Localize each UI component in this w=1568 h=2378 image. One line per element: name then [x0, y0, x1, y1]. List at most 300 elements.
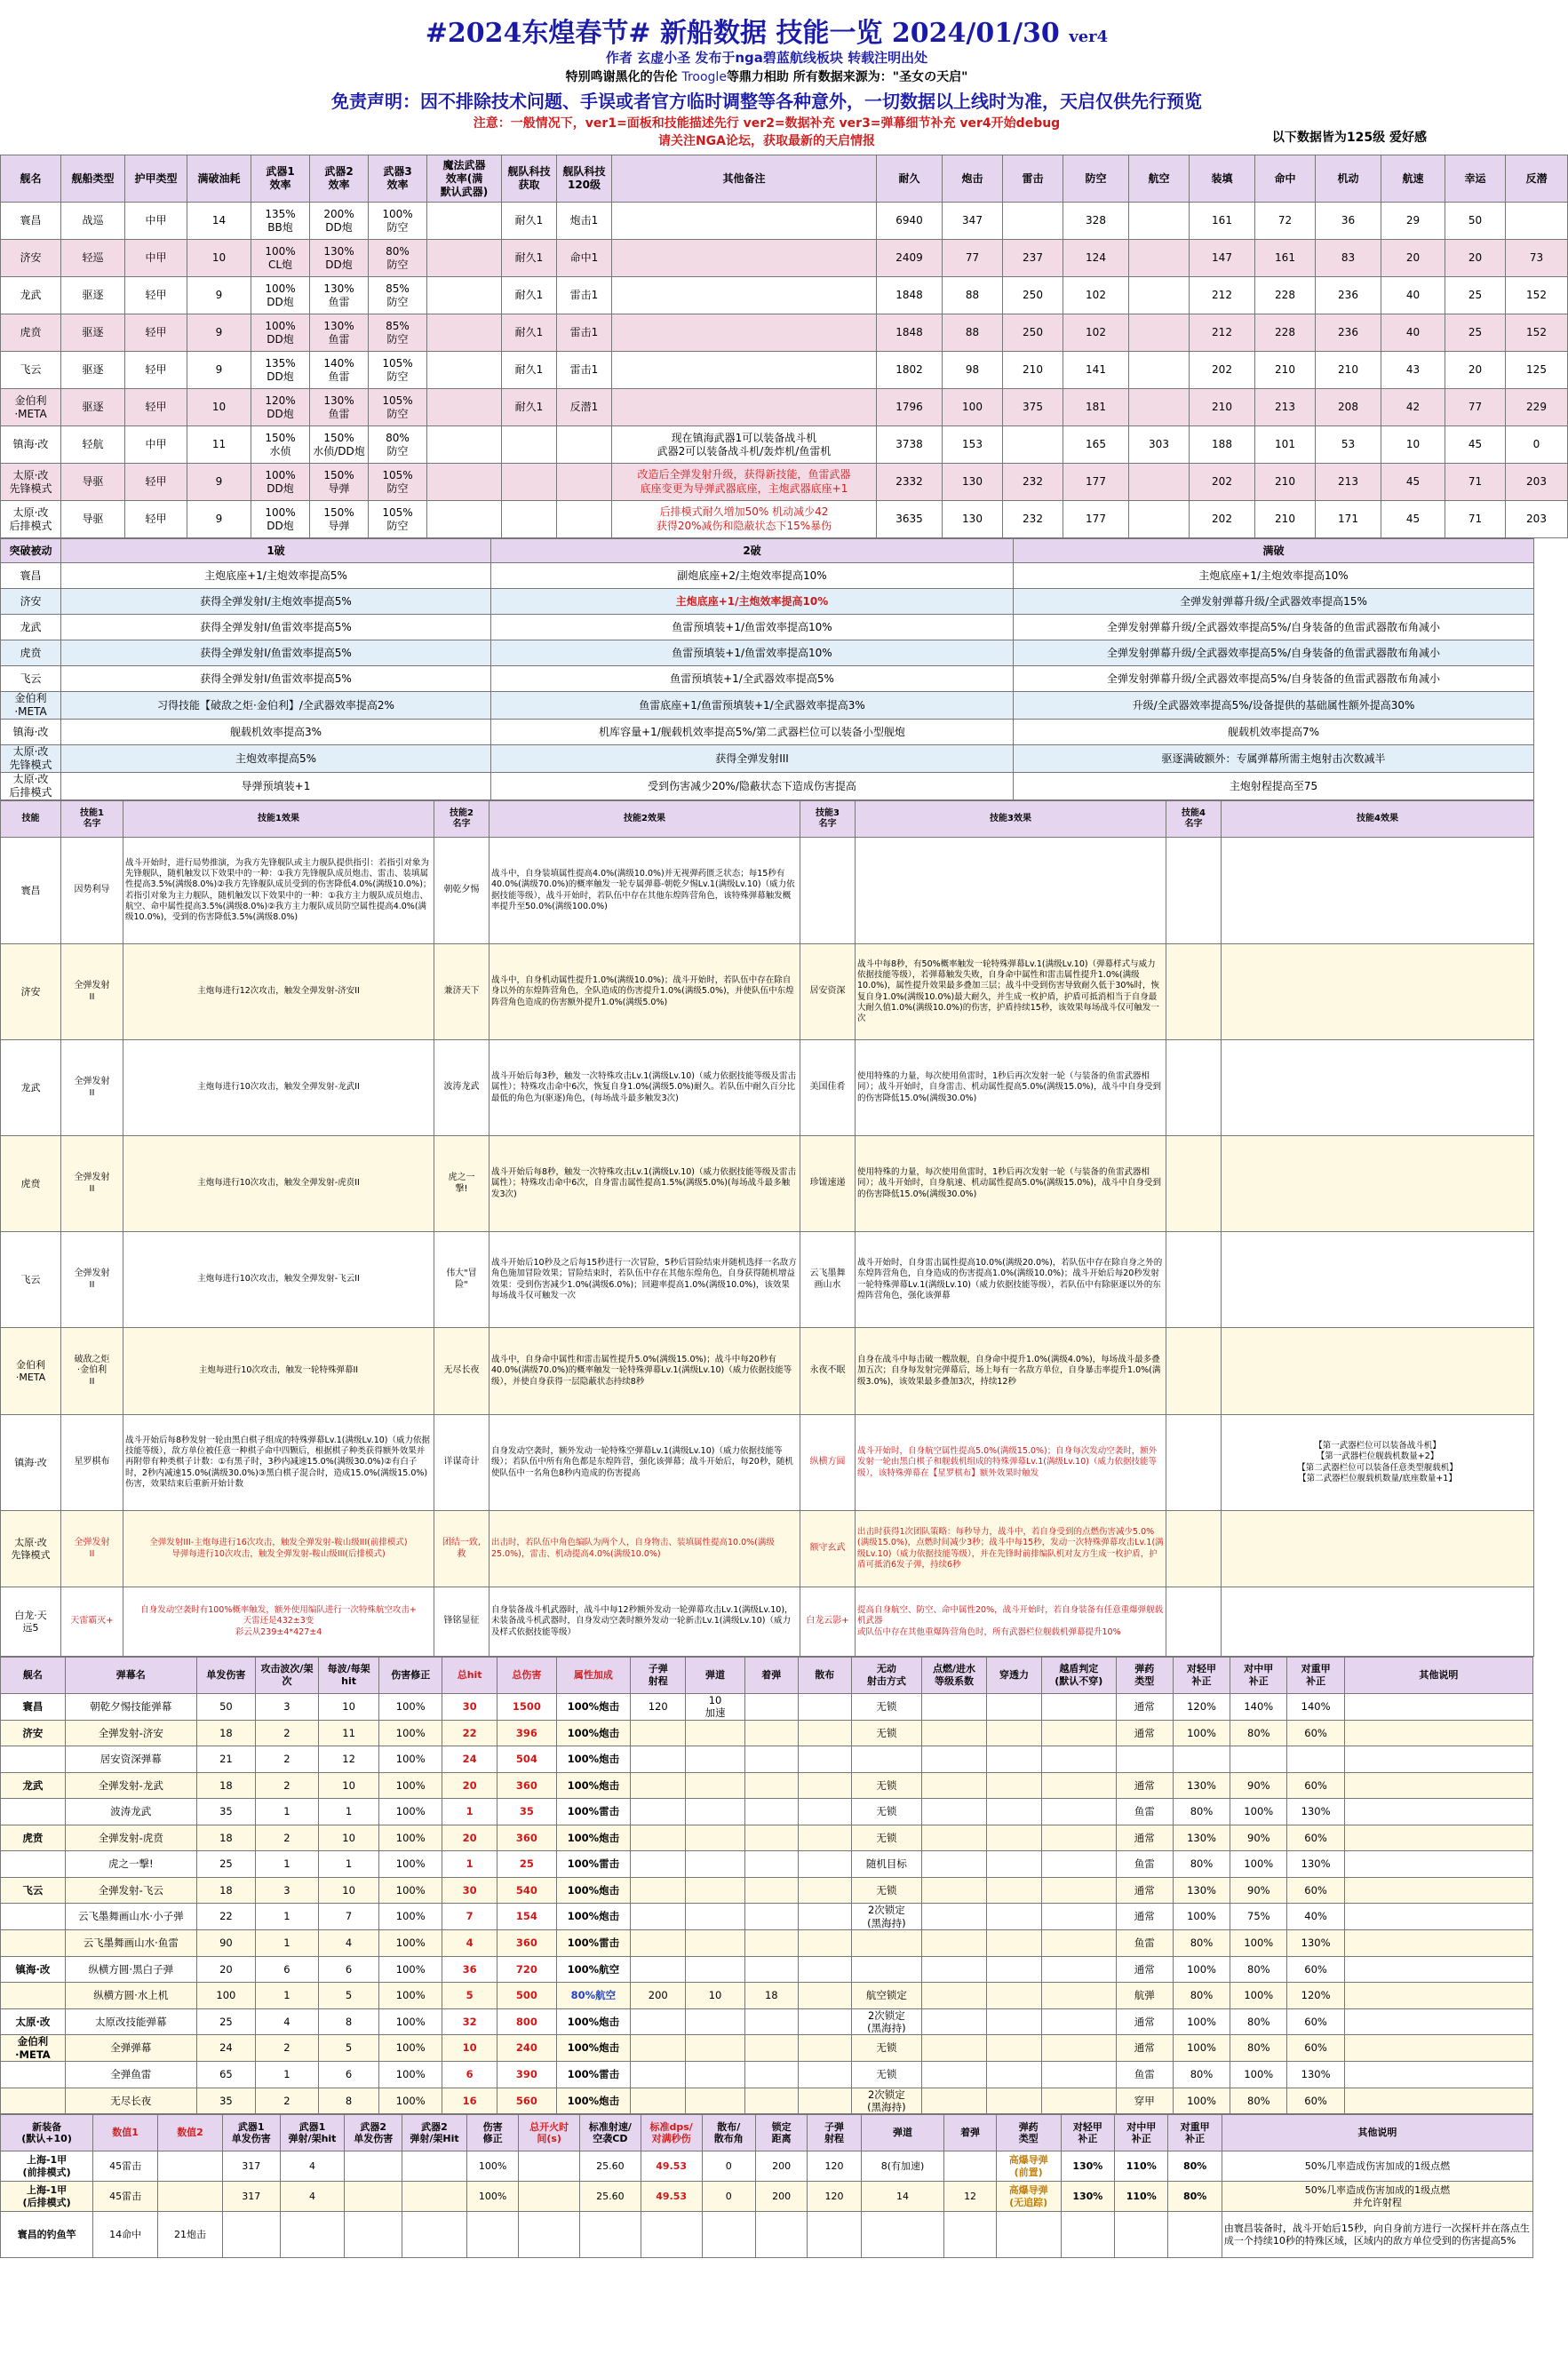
barrage-ammo: 鱼雷	[1116, 2062, 1173, 2088]
lb-ship: 金伯利 ·META	[1, 692, 61, 720]
lb-break2: 获得全弹发射III	[491, 745, 1014, 773]
lb-break1: 主炮底座+1/主炮效率提高5%	[61, 563, 491, 589]
stat-w3: 105% 防空	[369, 389, 427, 426]
stat-hp: 6940	[877, 203, 943, 240]
skill-row	[1, 1136, 1534, 1232]
skill-row	[1, 1415, 1534, 1511]
stat-name: 虎贲	[1, 314, 61, 352]
barrage-burn	[922, 2062, 987, 2088]
barrage-wave: 6	[256, 1956, 319, 1983]
barrage-wave: 1	[256, 2062, 319, 2088]
equip-range	[808, 2212, 861, 2258]
barrage-header-cell: 属性加成	[556, 1658, 631, 1694]
stat-w4	[427, 426, 502, 464]
skill3-effect: 使用特殊的力量，每次使用鱼雷时，1秒后再次发射一轮（与装备的鱼雷武器相同）；战斗开始时，自身航速、机动属性提高5.0%(满级15.0%)，战斗中自身受到的伤害降低15.0%(满级30.0%)	[856, 1136, 1166, 1232]
barrage-header-cell: 舰名	[1, 1658, 66, 1694]
barrage-header-row	[1, 1658, 1533, 1694]
equip-v2	[158, 2182, 223, 2212]
equip-d2	[345, 2182, 402, 2212]
barrage-m: 80%	[1230, 2035, 1287, 2062]
lb-ship: 镇海·改	[1, 720, 61, 745]
stat-w3: 105% 防空	[369, 352, 427, 389]
stat-armor: 轻甲	[125, 314, 187, 352]
barrage-header-cell: 每波/每架 hit	[318, 1658, 379, 1694]
equip-d2	[345, 2151, 402, 2182]
stat-acc: 210	[1255, 352, 1316, 389]
stat-hp: 1848	[877, 314, 943, 352]
equip-cd	[580, 2212, 641, 2258]
barrage-burn	[922, 1772, 987, 1799]
barrage-pen	[986, 1746, 1041, 1773]
barrage-range	[631, 1720, 686, 1746]
barrage-dmg: 21	[196, 1746, 255, 1773]
skill1-effect: 主炮每进行10次攻击，触发全弹发射-虎贲II	[123, 1136, 434, 1232]
barrage-h: 130%	[1287, 2062, 1344, 2088]
equip-header-cell: 弹道	[861, 2115, 944, 2151]
barrage-shield	[1042, 2008, 1117, 2035]
barrage-mod: 100%	[379, 2035, 442, 2062]
stat-w4	[427, 464, 502, 501]
barrage-mode: 无锁	[851, 1825, 921, 1851]
barrage-row	[1, 2088, 1533, 2114]
barrage-traj	[686, 1851, 744, 1878]
stat-w2: 150% 导弹	[310, 501, 369, 538]
barrage-header-cell: 越盾判定 (默认不穿)	[1042, 1658, 1117, 1694]
lb-ship: 飞云	[1, 666, 61, 692]
skill2-name: 虎之一 撃!	[434, 1136, 490, 1232]
barrage-ammo: 通常	[1116, 2008, 1173, 2035]
stats-table	[0, 155, 1568, 538]
barrage-m: 100%	[1230, 1930, 1287, 1957]
barrage-header-cell: 对轻甲 补正	[1173, 1658, 1230, 1694]
stat-acc: 228	[1255, 277, 1316, 314]
barrage-name: 纵横方圆·水上机	[65, 1983, 196, 2009]
stat-tech: 耐久1	[502, 277, 557, 314]
barrage-name: 虎之一撃!	[65, 1851, 196, 1878]
stat-note	[612, 203, 877, 240]
barrage-dmg: 18	[196, 1772, 255, 1799]
barrage-name: 无尽长夜	[65, 2088, 196, 2114]
barrage-traj	[686, 1825, 744, 1851]
barrage-wave: 3	[256, 1877, 319, 1904]
barrage-attr: 100%雷击	[556, 1799, 631, 1825]
barrage-land	[744, 1720, 798, 1746]
stat-w2: 150% 水侦/DD炮	[310, 426, 369, 464]
equip-l	[1061, 2212, 1114, 2258]
equip-h	[1168, 2212, 1222, 2258]
barrage-land	[744, 1956, 798, 1983]
barrage-range	[631, 2035, 686, 2062]
equip-header-cell: 对中甲 补正	[1115, 2115, 1168, 2151]
stat-acc: 101	[1255, 426, 1316, 464]
equip-fire	[519, 2182, 580, 2212]
stat-eva: 236	[1316, 277, 1381, 314]
barrage-spread	[798, 1772, 851, 1799]
lb-break1: 获得全弹发射I/鱼雷效率提高5%	[61, 666, 491, 692]
barrage-thit: 1	[442, 1851, 497, 1878]
skill4-name	[1166, 1040, 1222, 1136]
skill-ship: 飞云	[1, 1232, 61, 1328]
equip-desc: 50%几率造成伤害加成的1级点燃 并允许射程	[1222, 2182, 1532, 2212]
barrage-shield	[1042, 2035, 1117, 2062]
barrage-wave: 1	[256, 1930, 319, 1957]
barrage-range	[631, 1956, 686, 1983]
skill3-effect: 自身在战斗中每击破一艘敌舰，自身命中提升1.0%(满级4.0%)，每场战斗最多叠加五次；自身每发射完弹幕后，场上每有一名敌方单位，自身暴击率提升1.0%(满级3.0%)，该效果最多叠加3次，持续12秒	[856, 1328, 1166, 1415]
barrage-shield	[1042, 1956, 1117, 1983]
barrage-thit: 5	[442, 1983, 497, 2009]
barrage-name: 居安资深弹幕	[65, 1746, 196, 1773]
stat-w3: 100% 防空	[369, 203, 427, 240]
lb-row	[1, 720, 1534, 745]
stat-rld: 210	[1190, 389, 1255, 426]
barrage-ship: 寰昌	[1, 1694, 66, 1721]
equip-m: 110%	[1115, 2151, 1168, 2182]
barrage-thit: 10	[442, 2035, 497, 2062]
stat-w4	[427, 314, 502, 352]
barrage-land	[744, 1930, 798, 1957]
barrage-attr: 100%航空	[556, 1956, 631, 1983]
barrage-spread	[798, 1930, 851, 1957]
barrage-shield	[1042, 1746, 1117, 1773]
stat-type: 驱逐	[61, 277, 125, 314]
barrage-l: 80%	[1173, 1930, 1230, 1957]
barrage-ship: 虎贲	[1, 1825, 66, 1851]
skill4-name	[1166, 1328, 1222, 1415]
stat-type: 轻航	[61, 426, 125, 464]
lb-break3: 全弹发射弹幕升级/全武器效率提高15%	[1014, 589, 1534, 615]
stat-w2: 150% 导弹	[310, 464, 369, 501]
barrage-attr: 100%炮击	[556, 1746, 631, 1773]
skill-header-cell: 技能2 名字	[434, 801, 490, 838]
barrage-dmg: 20	[196, 1956, 255, 1983]
stat-acc: 210	[1255, 501, 1316, 538]
barrage-spread	[798, 1694, 851, 1721]
stat-oil: 9	[187, 464, 251, 501]
equipment-table	[0, 2114, 1533, 2258]
barrage-wave: 2	[256, 2088, 319, 2114]
barrage-mode: 2次锁定 (黑海持)	[851, 2008, 921, 2035]
barrage-mod: 100%	[379, 1904, 442, 1930]
barrage-attr: 100%炮击	[556, 2035, 631, 2062]
stats-header-cell: 舰名	[1, 155, 61, 203]
barrage-mod: 100%	[379, 1983, 442, 2009]
stat-aa: 102	[1063, 277, 1129, 314]
equip-traj	[861, 2212, 944, 2258]
stat-type: 驱逐	[61, 314, 125, 352]
barrage-burn	[922, 1983, 987, 2009]
equip-header-cell: 新装备 (默认+10)	[1, 2115, 93, 2151]
barrage-table	[0, 1657, 1533, 2114]
credits: 作者 玄虚小圣 发布于nga碧蓝航线板块 转载注明出处	[605, 50, 928, 66]
stats-header-cell: 幸运	[1445, 155, 1506, 203]
equip-header-cell: 对重甲 补正	[1168, 2115, 1222, 2151]
stat-rld: 202	[1190, 464, 1255, 501]
skill4-effect	[1222, 1587, 1534, 1657]
skill4-name	[1166, 1136, 1222, 1232]
barrage-range	[631, 1851, 686, 1878]
stat-w1: 135% BB炮	[251, 203, 310, 240]
barrage-burn	[922, 1930, 987, 1957]
stat-avi	[1129, 314, 1190, 352]
stat-lck: 20	[1445, 352, 1506, 389]
skill4-effect	[1222, 1040, 1534, 1136]
lb-ship: 龙武	[1, 615, 61, 640]
barrage-land	[744, 2008, 798, 2035]
thanks	[0, 68, 1533, 87]
skill2-name: 团结一致, 救	[434, 1511, 490, 1587]
stat-type: 导驱	[61, 464, 125, 501]
barrage-shield	[1042, 2062, 1117, 2088]
stat-oil: 9	[187, 501, 251, 538]
barrage-thit: 22	[442, 1720, 497, 1746]
barrage-header-cell: 散布	[798, 1658, 851, 1694]
barrage-attr: 100%炮击	[556, 1904, 631, 1930]
lb-header-row	[1, 539, 1534, 563]
barrage-range	[631, 1799, 686, 1825]
stat-tech120: 炮击1	[557, 203, 612, 240]
barrage-range	[631, 1772, 686, 1799]
barrage-hit: 5	[318, 1983, 379, 2009]
barrage-spread	[798, 2035, 851, 2062]
equip-row	[1, 2182, 1533, 2212]
barrage-m: 90%	[1230, 1877, 1287, 1904]
barrage-desc	[1344, 1799, 1532, 1825]
barrage-header-cell: 攻击波次/架次	[256, 1658, 319, 1694]
thanks-highlight: Troogle	[681, 70, 727, 84]
barrage-mode: 无锁	[851, 2062, 921, 2088]
barrage-l: 130%	[1173, 1772, 1230, 1799]
stat-hp: 2332	[877, 464, 943, 501]
stat-tech: 耐久1	[502, 352, 557, 389]
equip-m	[1115, 2212, 1168, 2258]
skill4-effect	[1222, 1511, 1534, 1587]
stat-oil: 10	[187, 389, 251, 426]
barrage-mod: 100%	[379, 1746, 442, 1773]
barrage-l: 100%	[1173, 2008, 1230, 2035]
stat-spd: 40	[1381, 314, 1445, 352]
skill2-effect: 战斗开始后每8秒，触发一次特殊攻击Lv.1(满级Lv.10)（威力依据技能等级及雷击属性）；特殊攻击命中6次，自身雷击属性提高1.5%(满级5.0%)(每场战斗最多触发3次)	[490, 1136, 800, 1232]
barrage-header-cell: 子弹 射程	[631, 1658, 686, 1694]
barrage-wave: 2	[256, 1746, 319, 1773]
stat-fp: 130	[943, 464, 1003, 501]
stat-w3: 80% 防空	[369, 426, 427, 464]
barrage-desc	[1344, 1746, 1532, 1773]
stat-rld: 202	[1190, 352, 1255, 389]
stat-tech120: 反潜1	[557, 389, 612, 426]
stat-acc: 161	[1255, 240, 1316, 277]
barrage-header-cell: 穿透力	[986, 1658, 1041, 1694]
stat-type: 导驱	[61, 501, 125, 538]
equip-spread	[702, 2212, 755, 2258]
lb-row	[1, 615, 1534, 640]
stat-w1: 100% CL炮	[251, 240, 310, 277]
barrage-burn	[922, 2035, 987, 2062]
equip-traj: 14	[861, 2182, 944, 2212]
lb-break3: 全弹发射弹幕升级/全武器效率提高5%/自身装备的鱼雷武器散布角减小	[1014, 615, 1534, 640]
barrage-traj	[686, 2088, 744, 2114]
equip-header-cell: 伤害 修正	[466, 2115, 518, 2151]
lb-ship: 太原·改 后排模式	[1, 773, 61, 800]
barrage-pen	[986, 1930, 1041, 1957]
barrage-hit: 1	[318, 1851, 379, 1878]
barrage-header-cell: 对中甲 补正	[1230, 1658, 1287, 1694]
barrage-dmg: 25	[196, 1851, 255, 1878]
stat-eva: 171	[1316, 501, 1381, 538]
stat-name: 龙武	[1, 277, 61, 314]
lb-ship: 寰昌	[1, 563, 61, 589]
barrage-ammo: 鱼雷	[1116, 1799, 1173, 1825]
skill-header-row	[1, 801, 1534, 838]
skill-row	[1, 1232, 1534, 1328]
stat-type: 战巡	[61, 203, 125, 240]
stats-header-cell: 武器3 效率	[369, 155, 427, 203]
stat-fp: 153	[943, 426, 1003, 464]
barrage-hit: 6	[318, 1956, 379, 1983]
barrage-desc	[1344, 1904, 1532, 1930]
skill2-name: 兼济天下	[434, 944, 490, 1040]
equip-header-row	[1, 2115, 1533, 2151]
equip-land: 12	[944, 2182, 996, 2212]
stat-tech120	[557, 464, 612, 501]
stat-note: 改造后全弹发射升级，获得新技能，鱼雷武器 底座变更为导弹武器底座，主炮武器底座+1	[612, 464, 877, 501]
barrage-shield	[1042, 2088, 1117, 2114]
barrage-mode: 无锁	[851, 2035, 921, 2062]
barrage-spread	[798, 1825, 851, 1851]
barrage-l	[1173, 1746, 1230, 1773]
stat-avi: 303	[1129, 426, 1190, 464]
barrage-range	[631, 1825, 686, 1851]
barrage-burn	[922, 1799, 987, 1825]
barrage-header-cell: 总伤害	[497, 1658, 556, 1694]
barrage-spread	[798, 1877, 851, 1904]
stat-fp: 77	[943, 240, 1003, 277]
barrage-row	[1, 1930, 1533, 1957]
skill3-name	[800, 838, 856, 944]
barrage-pen	[986, 1772, 1041, 1799]
barrage-thit: 32	[442, 2008, 497, 2035]
stats-header-cell: 反潜	[1506, 155, 1568, 203]
barrage-wave: 3	[256, 1694, 319, 1721]
stat-oil: 14	[187, 203, 251, 240]
barrage-attr: 80%航空	[556, 1983, 631, 2009]
stat-w4	[427, 277, 502, 314]
barrage-mode: 无锁	[851, 1877, 921, 1904]
barrage-desc	[1344, 1983, 1532, 2009]
barrage-m: 90%	[1230, 1772, 1287, 1799]
stat-acc: 213	[1255, 389, 1316, 426]
stat-type: 轻巡	[61, 240, 125, 277]
equip-range: 120	[808, 2151, 861, 2182]
barrage-tdmg: 396	[497, 1720, 556, 1746]
barrage-pen	[986, 2035, 1041, 2062]
stats-header-row	[1, 155, 1568, 203]
barrage-range	[631, 1746, 686, 1773]
equip-header-cell: 着弹	[944, 2115, 996, 2151]
barrage-ammo: 通常	[1116, 1904, 1173, 1930]
stat-w1: 100% DD炮	[251, 464, 310, 501]
equip-mod	[466, 2212, 518, 2258]
stats-header-cell: 航空	[1129, 155, 1190, 203]
stats-header-cell: 护甲类型	[125, 155, 187, 203]
equip-cd: 25.60	[580, 2182, 641, 2212]
barrage-name: 云飞墨舞画山水·小子弹	[65, 1904, 196, 1930]
equip-l: 130%	[1061, 2151, 1114, 2182]
skill1-effect: 自身发动空袭时有100%概率触发，额外使用编队进行一次特殊航空攻击+ 天雷还是432±3变 彩云从239±4*427±4	[123, 1587, 434, 1657]
stats-header-cell: 舰队科技 120级	[557, 155, 612, 203]
lb-break2: 鱼雷预填装+1/鱼雷效率提高10%	[491, 640, 1014, 666]
barrage-l: 100%	[1173, 2088, 1230, 2114]
barrage-spread	[798, 2088, 851, 2114]
equip-header-cell: 总开火时 间(s)	[519, 2115, 580, 2151]
barrage-name: 云飞墨舞画山水·鱼雷	[65, 1930, 196, 1957]
skill2-effect: 战斗开始后每3秒，触发一次特殊攻击Lv.1(满级Lv.10)（威力依据技能等级及雷击属性）；特殊攻击命中6次，恢复自身1.0%(满级5.0%)耐久。若队伍中耐久百分比最低的角色为(驱逐)角色，(每场战斗最多触发3次)	[490, 1040, 800, 1136]
barrage-desc	[1344, 1930, 1532, 1957]
stat-rld: 188	[1190, 426, 1255, 464]
stat-aa: 141	[1063, 352, 1129, 389]
skill1-name: 因势利导	[61, 838, 123, 944]
barrage-land	[744, 2062, 798, 2088]
barrage-thit: 20	[442, 1772, 497, 1799]
barrage-traj	[686, 2062, 744, 2088]
barrage-desc	[1344, 1956, 1532, 1983]
barrage-ammo: 通常	[1116, 1825, 1173, 1851]
stat-avi	[1129, 277, 1190, 314]
stat-oil: 10	[187, 240, 251, 277]
barrage-range: 120	[631, 1694, 686, 1721]
lb-break1: 导弹预填装+1	[61, 773, 491, 800]
barrage-tdmg: 360	[497, 1825, 556, 1851]
barrage-row	[1, 1720, 1533, 1746]
stat-avi	[1129, 240, 1190, 277]
barrage-traj	[686, 2008, 744, 2035]
stat-tech	[502, 501, 557, 538]
skill-header-cell: 技能	[1, 801, 61, 838]
skill4-effect	[1222, 944, 1534, 1040]
stat-name: 济安	[1, 240, 61, 277]
barrage-m: 100%	[1230, 1851, 1287, 1878]
barrage-row	[1, 2035, 1533, 2062]
equip-fire	[519, 2151, 580, 2182]
barrage-h: 60%	[1287, 2088, 1344, 2114]
stat-note	[612, 352, 877, 389]
limit-break-table	[0, 538, 1534, 800]
thanks-pre: 特别鸣谢黑化的告伦	[565, 70, 678, 84]
barrage-wave: 4	[256, 2008, 319, 2035]
barrage-header-cell: 对重甲 补正	[1287, 1658, 1344, 1694]
barrage-h: 60%	[1287, 2008, 1344, 2035]
barrage-h: 120%	[1287, 1983, 1344, 2009]
stat-w3: 85% 防空	[369, 314, 427, 352]
lb-break1: 获得全弹发射I/主炮效率提高5%	[61, 589, 491, 615]
barrage-row	[1, 1877, 1533, 1904]
stat-name: 飞云	[1, 352, 61, 389]
equip-header-cell: 锁定 距离	[755, 2115, 807, 2151]
stat-trp: 250	[1003, 314, 1063, 352]
barrage-range	[631, 1877, 686, 1904]
skill4-name	[1166, 1511, 1222, 1587]
barrage-name: 全弹鱼雷	[65, 2062, 196, 2088]
equip-h: 80%	[1168, 2182, 1222, 2212]
barrage-h: 60%	[1287, 2035, 1344, 2062]
stat-hp: 2409	[877, 240, 943, 277]
equip-v2: 21炮击	[158, 2212, 223, 2258]
stat-w2: 200% DD炮	[310, 203, 369, 240]
barrage-mode: 2次锁定 (黑海持)	[851, 1904, 921, 1930]
stat-eva: 210	[1316, 352, 1381, 389]
stats-header-cell: 耐久	[877, 155, 943, 203]
barrage-mode	[851, 1930, 921, 1957]
stat-aa: 177	[1063, 501, 1129, 538]
